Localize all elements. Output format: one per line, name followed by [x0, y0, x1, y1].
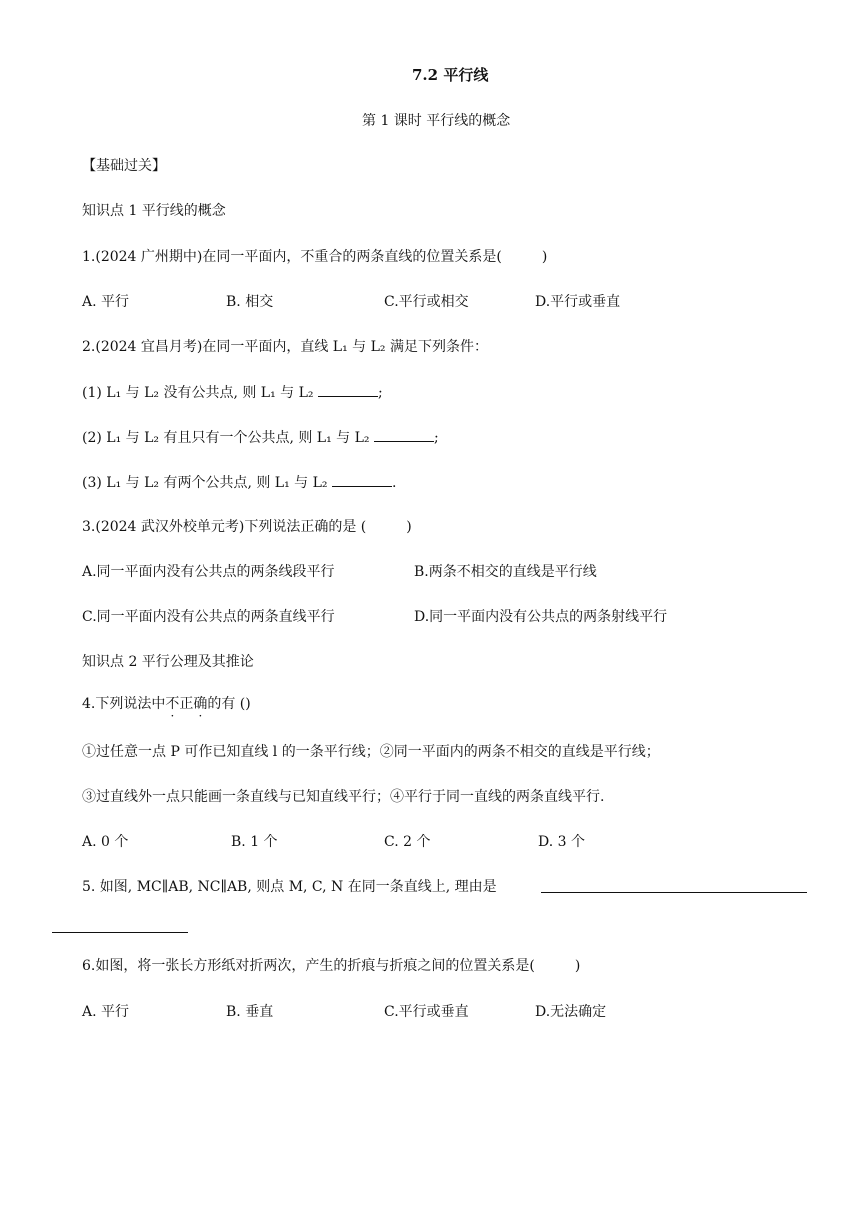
question-1-option-a: A. 平行 [82, 294, 130, 310]
question-2-part-2 [82, 428, 439, 447]
question-6-text: 6.如图，将一张长方形纸对折两次，产生的折痕与折痕之间的位置关系是( [82, 958, 535, 974]
question-1-text: 1.(2024 广州期中)在同一平面内，不重合的两条直线的位置关系是( [82, 249, 502, 265]
question-6-stem [82, 957, 580, 975]
part-2-end: ; [433, 430, 439, 446]
question-5-stem: 5. 如图, MC∥AB, NC∥AB, 则点 M, C, N 在同一条直线上, 理由是 [82, 879, 497, 895]
part-2-text: (2) L₁ 与 L₂ 有且只有一个公共点, 则 L₁ 与 L₂ [82, 430, 374, 446]
question-4-text-b: 正 [179, 696, 194, 712]
fill-blank[interactable] [332, 473, 392, 487]
question-1-option-b: B. 相交 [226, 294, 274, 310]
part-1-text: (1) L₁ 与 L₂ 没有公共点, 则 L₁ 与 L₂ [82, 385, 318, 401]
question-6-option-c: C.平行或垂直 [384, 1004, 469, 1020]
question-3-option-b: B.两条不相交的直线是平行线 [414, 564, 597, 580]
fill-blank[interactable] [318, 383, 378, 397]
emphasis-char: 确 [193, 696, 208, 712]
part-1-end: ; [377, 385, 383, 401]
question-4-statement-line-1: ①过任意一点 P 可作已知直线 l 的一条平行线；②同一平面内的两条不相交的直线是平行线； [82, 744, 660, 760]
question-4-statement-line-2: ③过直线外一点只能画一条直线与已知直线平行；④平行于同一直线的两条直线平行. [82, 789, 605, 805]
question-3-stem [82, 518, 412, 536]
question-6-close: ) [574, 958, 581, 974]
question-3-option-a: A.同一平面内没有公共点的两条线段平行 [82, 564, 335, 580]
fill-blank-line-2[interactable] [52, 932, 188, 933]
question-2-part-3 [82, 473, 396, 492]
question-4-text-a: 4.下列说法中 [82, 696, 166, 712]
page-subtitle: 第 1 课时 平行线的概念 [362, 113, 511, 129]
emphasis-char: 不 [165, 696, 180, 712]
question-1-option-d: D.平行或垂直 [535, 294, 621, 310]
fill-blank-line-1[interactable] [541, 892, 807, 893]
part-3-text: (3) L₁ 与 L₂ 有两个公共点, 则 L₁ 与 L₂ [82, 475, 332, 491]
question-6-option-a: A. 平行 [82, 1004, 130, 1020]
question-3-text: 3.(2024 武汉外校单元考)下列说法正确的是 ( [82, 519, 367, 535]
question-4-stem [82, 695, 251, 713]
question-1-stem [82, 248, 547, 266]
question-2-part-1 [82, 383, 383, 402]
question-4-text-c: 的有 () [207, 696, 251, 712]
knowledge-point-1: 知识点 1 平行线的概念 [82, 203, 226, 219]
question-4-option-c: C. 2 个 [384, 834, 431, 850]
question-4-option-a: A. 0 个 [82, 834, 129, 850]
fill-blank[interactable] [374, 428, 434, 442]
section-heading: 【基础过关】 [82, 158, 166, 174]
question-3-close: ) [406, 519, 412, 535]
page-title: 7.2 平行线 [412, 66, 489, 84]
knowledge-point-2: 知识点 2 平行公理及其推论 [82, 654, 254, 670]
question-2-stem: 2.(2024 宜昌月考)在同一平面内，直线 L₁ 与 L₂ 满足下列条件： [82, 339, 488, 355]
part-3-end: . [391, 475, 397, 491]
question-3-option-c: C.同一平面内没有公共点的两条直线平行 [82, 609, 335, 625]
question-4-option-d: D. 3 个 [538, 834, 585, 850]
question-4-option-b: B. 1 个 [231, 834, 278, 850]
question-3-option-d: D.同一平面内没有公共点的两条射线平行 [414, 609, 668, 625]
question-1-close: ) [541, 249, 548, 265]
question-1-option-c: C.平行或相交 [384, 294, 469, 310]
question-6-option-b: B. 垂直 [226, 1004, 274, 1020]
question-6-option-d: D.无法确定 [535, 1004, 607, 1020]
